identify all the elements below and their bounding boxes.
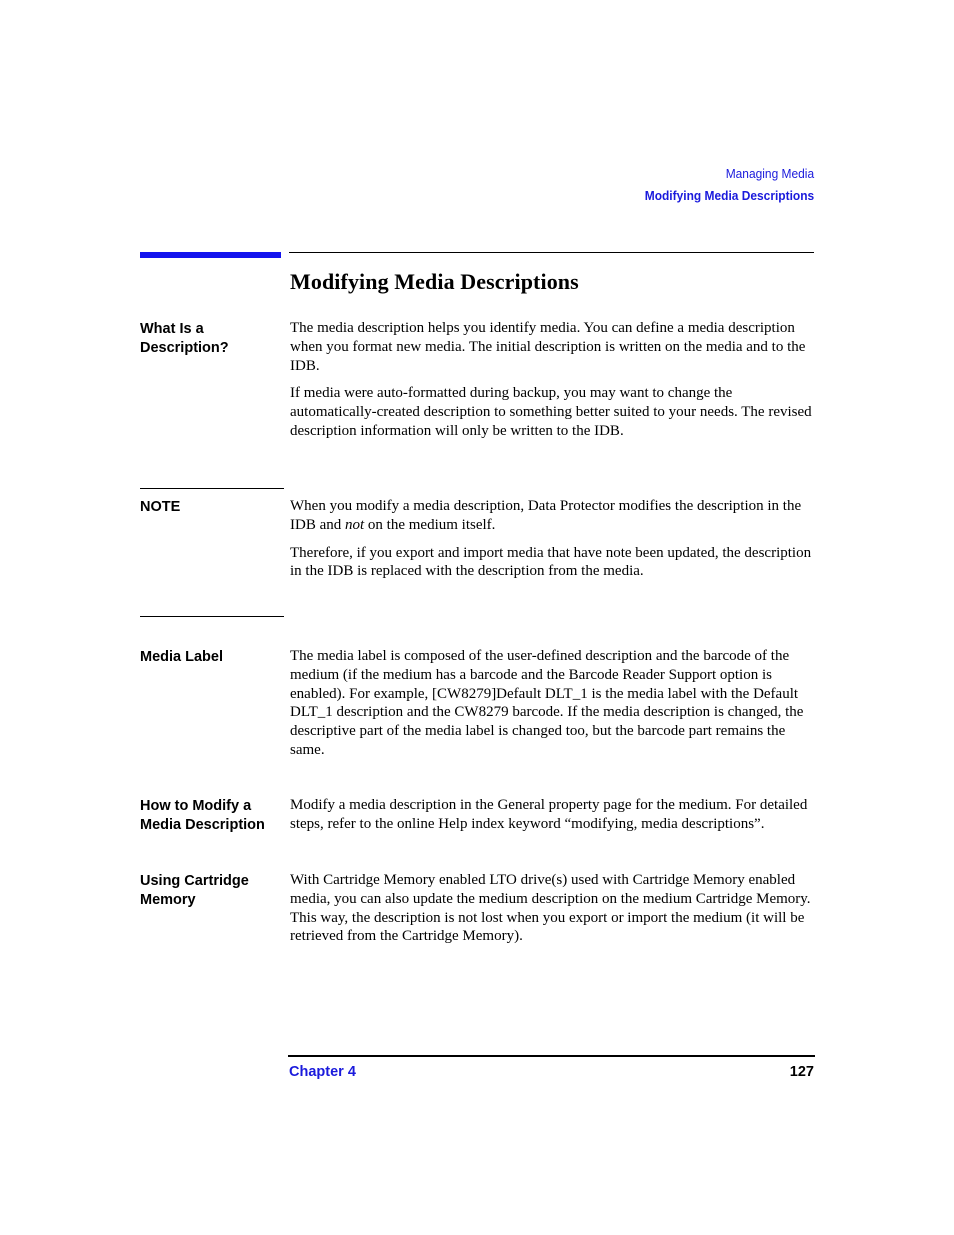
side-label-line: Media Description: [140, 817, 265, 833]
side-label-line: How to Modify a: [140, 798, 252, 814]
text-run: When you modify a media description, Data Protector modifies the description in the IDB and: [290, 498, 802, 533]
note-rule-bottom: [140, 616, 284, 617]
section-accent-bar: [140, 252, 281, 258]
side-label-how-to: [140, 797, 285, 835]
cartridge-body: [290, 871, 815, 955]
note-rule-top: [140, 488, 284, 489]
side-label-line: What Is a: [140, 321, 204, 337]
side-label-what-is: [140, 320, 285, 358]
what-is-body: [290, 319, 815, 450]
paragraph: If media were auto-formatted during backup, you may want to change the automatically-created description to something better suited to your needs. The revised description information will only be written to the IDB.: [290, 385, 812, 439]
paragraph: The media label is composed of the user-defined description and the barcode of the medium (if the medium has a barcode and the Barcode Reader Support option is enabled). For example, [CW8279]Default DLT_1 is the media label with the Default DLT_1 description and the CW8279 barcode. If the media description is changed, the descriptive part of the media label is changed too, but the barcode part remains the same.: [290, 648, 804, 758]
paragraph: Modify a media description in the General property page for the medium. For detailed steps, refer to the online Help index keyword “modifying, media descriptions”.: [290, 797, 808, 832]
note-body: [290, 497, 815, 590]
side-label-line: Memory: [140, 892, 196, 908]
how-to-body: [290, 796, 815, 843]
running-header-chapter: Managing Media: [725, 166, 814, 181]
media-label-body: [290, 647, 815, 769]
page-title: Modifying Media Descriptions: [290, 269, 579, 294]
running-header-section: Modifying Media Descriptions: [644, 188, 814, 203]
paragraph: Therefore, if you export and import media that have note been updated, the description in the IDB is replaced with the description from the media.: [290, 544, 812, 580]
side-label-media-label: Media Label: [140, 649, 223, 665]
paragraph: The media description helps you identify media. You can define a media description when you format new media. The initial description is written on the media and to the IDB.: [290, 320, 806, 374]
side-label-line: Description?: [140, 340, 229, 356]
footer-chapter: Chapter 4: [289, 1064, 356, 1080]
footer-rule: [288, 1055, 815, 1057]
side-label-line: Using Cartridge: [140, 873, 249, 889]
paragraph: With Cartridge Memory enabled LTO drive(s) used with Cartridge Memory enabled media, you can also update the medium description on the medium Cartridge Memory. This way, the description is not lost when you export or import the medium (it will be retrieved from the Cartridge Memory).: [290, 872, 811, 945]
side-label-cartridge: [140, 872, 285, 910]
page-number: 127: [789, 1064, 814, 1080]
emphasis: not: [345, 516, 365, 533]
paragraph: [290, 497, 815, 535]
section-top-rule: [289, 252, 814, 253]
note-label: NOTE: [140, 499, 181, 515]
text-run: on the medium itself.: [364, 516, 496, 533]
